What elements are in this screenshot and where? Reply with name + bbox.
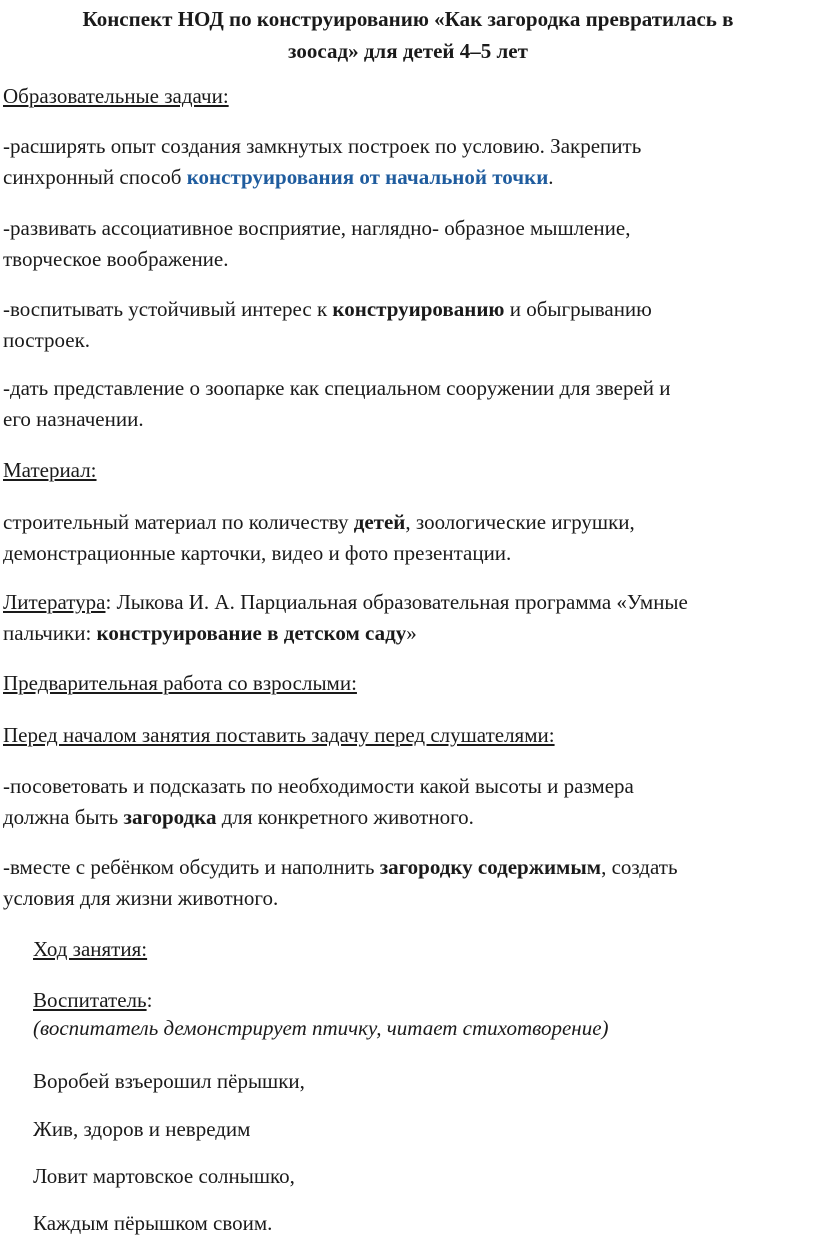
prep-item-1 — [3, 771, 803, 833]
material-bold: детей — [353, 510, 406, 534]
material-after: , зоологические игрушки, — [405, 510, 635, 534]
material-line-1 — [3, 507, 803, 538]
lesson-heading — [33, 934, 816, 965]
literature-quote: » — [406, 621, 417, 645]
task-1 — [3, 131, 803, 193]
speaker-line — [33, 985, 816, 1016]
poem-line-4: Каждым пёрышком своим. — [33, 1211, 273, 1235]
task-1-line-1: -расширять опыт создания замкнутых построек по условию. Закрепить — [3, 134, 642, 158]
title-line-2: зоосад» для детей 4–5 лет — [288, 39, 528, 63]
construction-method-link[interactable]: конструирования от начальной точки — [186, 165, 549, 189]
prep-heading-text: Предварительная работа со взрослыми: — [3, 671, 357, 695]
material-text: строительный материал по количеству — [3, 510, 354, 534]
literature-bold: конструирование в детском саду — [96, 621, 407, 645]
literature-prefix: пальчики: — [3, 621, 97, 645]
prep-heading — [3, 668, 803, 699]
material-heading-text: Материал: — [3, 458, 97, 482]
prep-task-heading — [3, 720, 803, 751]
prep-item-2-text: -вместе с ребёнком обсудить и наполнить — [3, 855, 380, 879]
poem-line-3: Ловит мартовское солнышко, — [33, 1164, 295, 1188]
prep-item-2 — [3, 852, 803, 914]
task-3-line-1 — [3, 294, 803, 325]
task-4-line-2: его назначении. — [3, 407, 144, 431]
task-1-period: . — [548, 165, 554, 189]
literature-line-1 — [3, 587, 803, 618]
speaker-colon: : — [146, 988, 153, 1012]
task-3 — [3, 294, 803, 356]
material-body — [3, 507, 803, 569]
task-3-after: и обыгрыванию — [504, 297, 652, 321]
task-1-line-2 — [3, 162, 803, 193]
prep-item-2-after: , создать — [601, 855, 678, 879]
task-2-line-1: -развивать ассоциативное восприятие, наглядно- образное мышление, — [3, 216, 631, 240]
literature-text: : Лыкова И. А. Парциальная образовательная программа «Умные — [105, 590, 688, 614]
prep-item-2-line-1 — [3, 852, 803, 883]
literature-heading: Литература — [3, 590, 106, 614]
prep-task-heading-text: Перед началом занятия поставить задачу перед слушателями: — [3, 723, 555, 747]
prep-item-1-line-1: -посоветовать и подсказать по необходимости какой высоты и размера — [3, 774, 634, 798]
prep-item-1-after: для конкретного животного. — [216, 805, 474, 829]
task-3-bold: конструированию — [332, 297, 505, 321]
material-heading — [3, 455, 803, 486]
prep-item-1-text: должна быть — [3, 805, 124, 829]
task-4-line-1: -дать представление о зоопарке как специальном сооружении для зверей и — [3, 376, 671, 400]
title-line-1: Конспект НОД по конструированию «Как загородка превратилась в — [82, 7, 734, 31]
speaker-block — [33, 985, 816, 1044]
literature — [3, 587, 803, 649]
prep-item-1-bold: загородка — [123, 805, 217, 829]
lesson-heading-text: Ход занятия: — [33, 937, 148, 961]
speaker-label: Воспитатель — [33, 988, 147, 1012]
task-1-text: синхронный способ — [3, 165, 187, 189]
tasks-heading — [3, 81, 803, 112]
task-2 — [3, 213, 803, 275]
literature-line-2 — [3, 618, 803, 649]
document-title — [0, 3, 816, 67]
prep-item-1-line-2 — [3, 802, 803, 833]
task-2-line-2: творческое воображение. — [3, 247, 229, 271]
material-line-2: демонстрационные карточки, видео и фото презентации. — [3, 541, 512, 565]
task-3-text: -воспитывать устойчивый интерес к — [3, 297, 333, 321]
poem-line-2: Жив, здоров и невредим — [33, 1117, 251, 1141]
poem-line-1: Воробей взъерошил пёрышки, — [33, 1069, 305, 1093]
stage-note: (воспитатель демонстрирует птичку, читает стихотворение) — [33, 1016, 609, 1040]
task-3-line-2: построек. — [3, 328, 91, 352]
tasks-heading-text: Образовательные задачи: — [3, 84, 229, 108]
prep-item-2-line-2: условия для жизни животного. — [3, 886, 279, 910]
task-4 — [3, 373, 803, 435]
prep-item-2-bold: загородку содержимым — [379, 855, 602, 879]
